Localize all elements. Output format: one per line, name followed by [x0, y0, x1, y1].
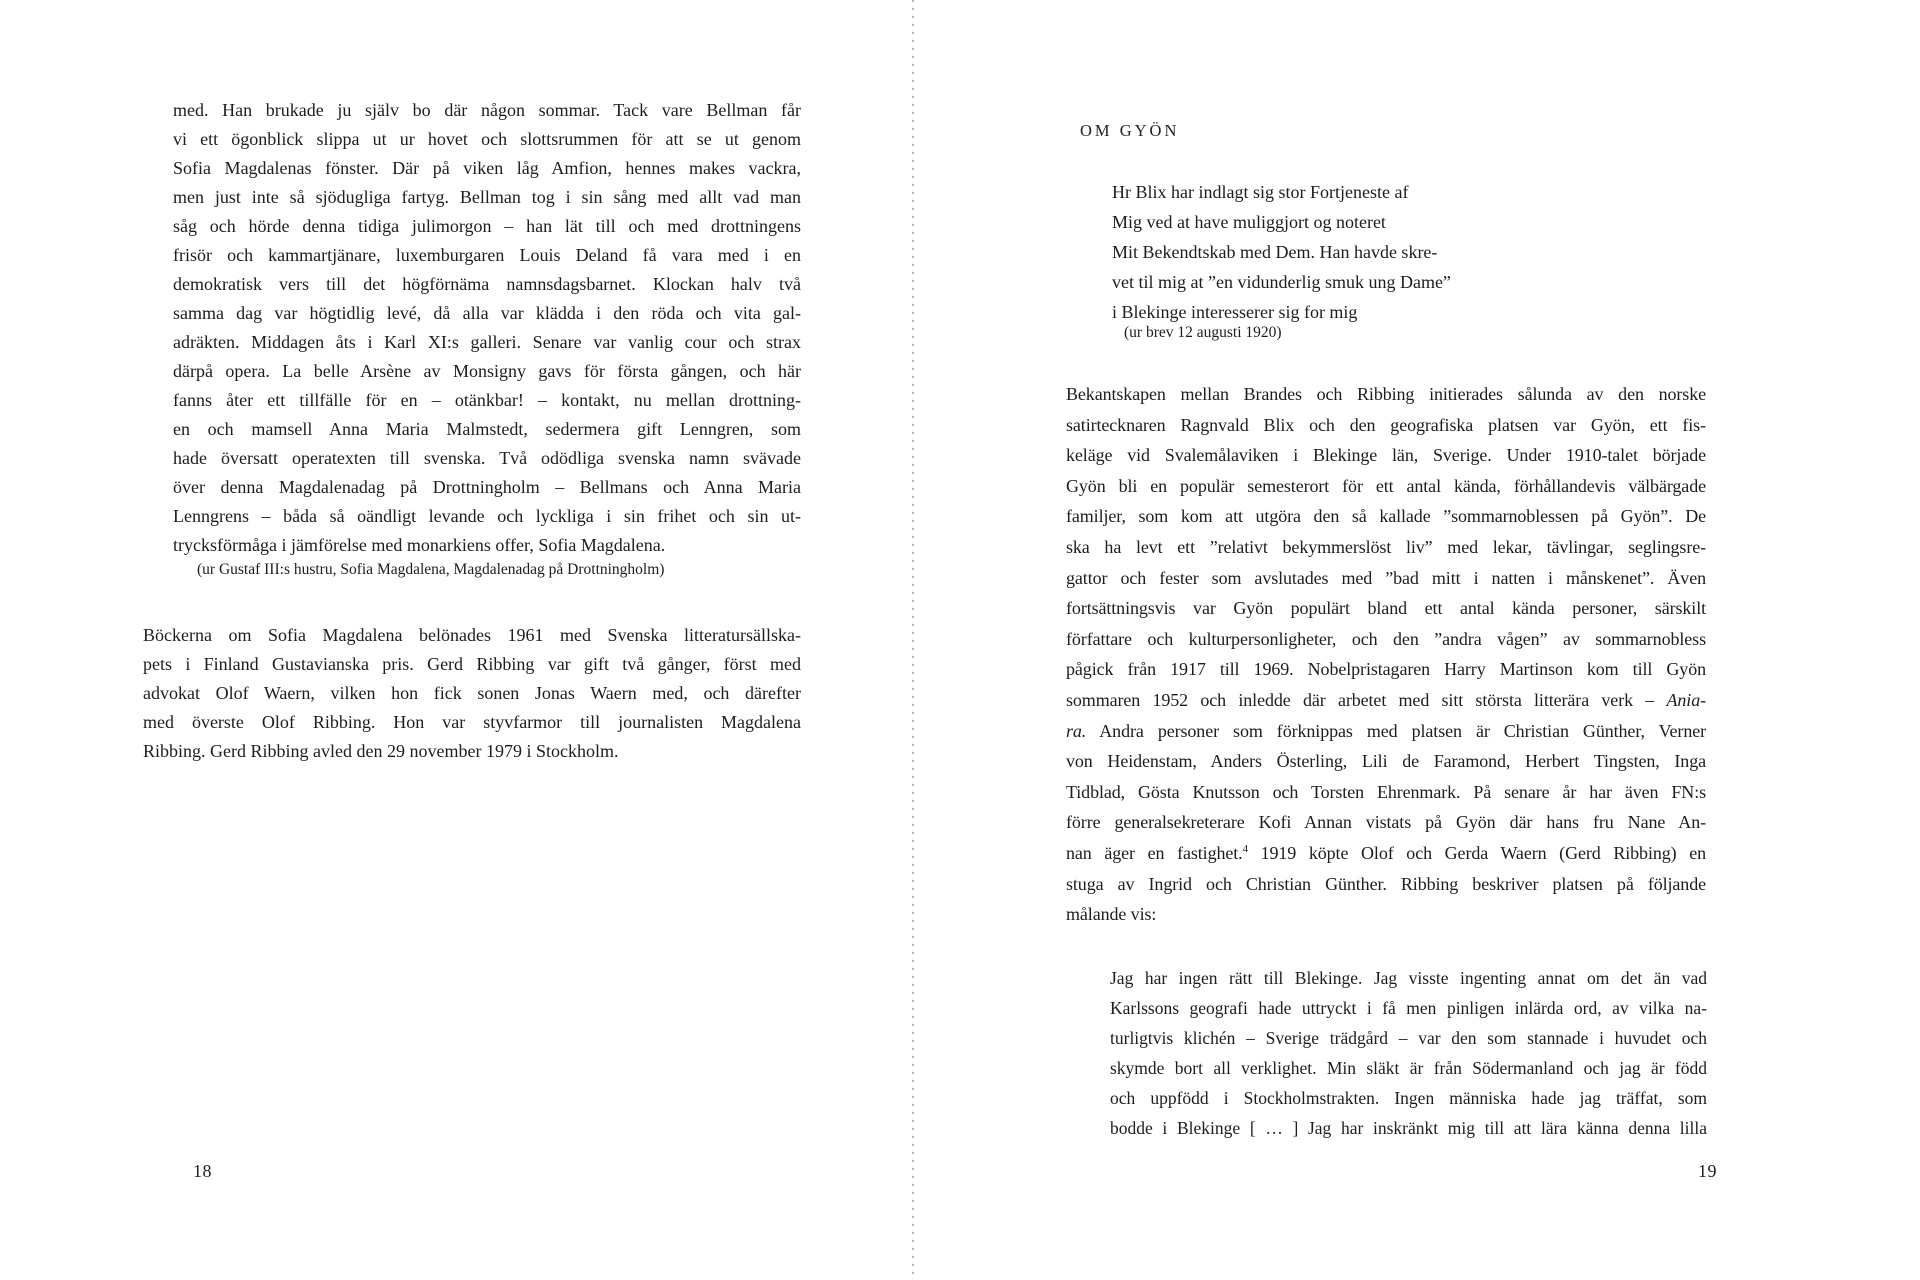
text-line: en och mamsell Anna Maria Malmstedt, sedermera gift Lenngren, som — [173, 419, 801, 439]
text-line: såg och hörde denna tidiga julimorgon – han lät till och med drottningens — [173, 216, 801, 236]
text-line: Mit Bekendtskab med Dem. Han havde skre- — [1112, 242, 1438, 262]
text-line: stuga av Ingrid och Christian Günther. Ribbing beskriver platsen på följande — [1066, 873, 1706, 894]
text-line: Bekantskapen mellan Brandes och Ribbing initierades sålunda av den norske — [1066, 384, 1706, 404]
right-page-number: 19 — [1698, 1161, 1717, 1181]
text-line: vet til mig at ”en vidunderlig smuk ung Dame” — [1112, 272, 1451, 292]
text-line: adräkten. Middagen åts i Karl XI:s galleri. Senare var vanlig cour och strax — [173, 332, 801, 352]
text-line: trycksförmåga i jämförelse med monarkiens offer, Sofia Magdalena. — [173, 535, 666, 555]
ribbing-description-quote — [1110, 963, 1707, 1143]
text-line: i Blekinge interesserer sig for mig — [1112, 302, 1358, 322]
text-line: nan äger en fastighet.$^4$ 1919 köpte Olof och Gerda Waern (Gerd Ribbing) en — [1066, 842, 1707, 863]
text-line: Karlssons geografi hade uttryckt i få men pinligen inlärda ord, av vilka na- — [1110, 998, 1707, 1018]
left-page-number: 18 — [193, 1161, 212, 1181]
text-line: pets i Finland Gustavianska pris. Gerd Ribbing var gift två gånger, först med — [143, 654, 801, 674]
text-line: frisör och kammartjänare, luxemburgaren Louis Deland få vara med i en — [173, 245, 801, 265]
text-line: och uppfödd i Stockholmstrakten. Ingen människa hade jag träffat, som — [1110, 1088, 1707, 1108]
text-line: med. Han brukade ju själv bo där någon sommar. Tack vare Bellman får — [173, 100, 801, 120]
text-line: Ribbing. Gerd Ribbing avled den 29 november 1979 i Stockholm. — [143, 741, 619, 761]
text-line: Mig ved at have muliggjort og noteret — [1112, 212, 1386, 232]
left-block-quote — [173, 96, 801, 560]
text-line: sommaren 1952 och inledde där arbetet med sitt största litterära verk – Ania- — [1066, 689, 1706, 710]
text-line: Gyön bli en populär semesterort för ett antal kända, förhållandevis välbärgade — [1066, 475, 1706, 496]
text-line: skymde bort all verklighet. Min släkt är från Södermanland och jag är född — [1110, 1058, 1707, 1078]
text-line: turligtvis klichén – Sverige trädgård – var den som stannade i huvudet och — [1110, 1028, 1707, 1048]
text-line: författare och kulturpersonligheter, och den ”andra vågen” av sommarnobless — [1066, 628, 1706, 649]
text-line: Jag har ingen rätt till Blekinge. Jag visste ingenting annat om det än vad — [1110, 968, 1707, 988]
text-line: von Heidenstam, Anders Österling, Lili de Faramond, Herbert Tingsten, Inga — [1066, 751, 1706, 772]
text-line: keläge vid Svalemålaviken i Blekinge län, Sverige. Under 1910-talet började — [1066, 445, 1706, 466]
text-line: men just inte så sjödugliga fartyg. Bellman tog i sin sång med allt vad man — [173, 187, 801, 207]
text-line: Böckerna om Sofia Magdalena belönades 1961 med Svenska litteratursällska- — [143, 625, 801, 645]
text-line: förre generalsekreterare Kofi Annan vistats på Gyön där hans fru Nane An- — [1066, 812, 1706, 833]
text-line: därpå opera. La belle Arsène av Monsigny gavs för första gången, och här — [173, 361, 801, 381]
text-line: vi ett ögonblick slippa ut ur hovet och slottsrummen för att se ut genom — [173, 129, 801, 149]
left-body-paragraph — [143, 621, 801, 766]
left-quote-citation: (ur Gustaf III:s hustru, Sofia Magdalena, Magdalenadag på Drottningholm) — [197, 561, 665, 578]
text-line: Hr Blix har indlagt sig stor Fortjeneste af — [1112, 182, 1409, 202]
text-line: med överste Olof Ribbing. Hon var styvfarmor till journalisten Magdalena — [143, 712, 801, 732]
letter-excerpt-quote — [1112, 177, 1672, 327]
text-line: över denna Magdalenadag på Drottningholm – Bellmans och Anna Maria — [173, 477, 801, 497]
text-line: Sofia Magdalenas fönster. Där på viken låg Amfion, hennes makes vackra, — [173, 158, 801, 178]
text-line: bodde i Blekinge [ … ] Jag har inskränkt mig till att lära känna denna lilla — [1110, 1118, 1707, 1138]
right-body-paragraph — [1066, 379, 1706, 930]
text-line: fortsättningsvis var Gyön populärt bland ett antal kända personer, särskilt — [1066, 598, 1706, 619]
letter-excerpt-citation: (ur brev 12 augusti 1920) — [1124, 324, 1282, 341]
text-line: Tidblad, Gösta Knutsson och Torsten Ehrenmark. På senare år har även FN:s — [1066, 781, 1706, 802]
text-line: Lenngrens – båda så oändligt levande och lyckliga i sin frihet och sin ut- — [173, 506, 801, 526]
text-line: ska ha levt ett ”relativt bekymmerslöst liv” med lekar, tävlingar, seglingsre- — [1066, 536, 1706, 557]
text-line: samma dag var högtidlig levé, då alla var klädda i den röda och vita gal- — [173, 303, 801, 323]
text-line: målande vis: — [1066, 904, 1157, 925]
text-line: hade översatt operatexten till svenska. Två odödliga svenska namn svävade — [173, 448, 801, 468]
text-line: fanns åter ett tillfälle för en – otänkbar! – kontakt, nu mellan drottning- — [173, 390, 801, 410]
text-line: familjer, som kom att utgöra den så kallade ”sommarnoblessen på Gyön”. De — [1066, 506, 1706, 527]
text-line: demokratisk vers till det högförnäma namnsdagsbarnet. Klockan halv två — [173, 274, 801, 294]
page-fold-divider — [912, 0, 914, 1280]
text-line: ra. Andra personer som förknippas med platsen är Christian Günther, Verner — [1066, 720, 1706, 741]
chapter-running-header: OM GYÖN — [1080, 121, 1180, 140]
text-line: pågick från 1917 till 1969. Nobelpristagaren Harry Martinson kom till Gyön — [1066, 659, 1706, 680]
text-line: advokat Olof Waern, vilken hon fick sonen Jonas Waern med, och därefter — [143, 683, 801, 703]
text-line: gattor och fester som avslutades med ”bad mitt i natten i månskenet”. Även — [1066, 567, 1706, 588]
text-line: satirtecknaren Ragnvald Blix och den geografiska platsen var Gyön, ett fis- — [1066, 414, 1706, 435]
